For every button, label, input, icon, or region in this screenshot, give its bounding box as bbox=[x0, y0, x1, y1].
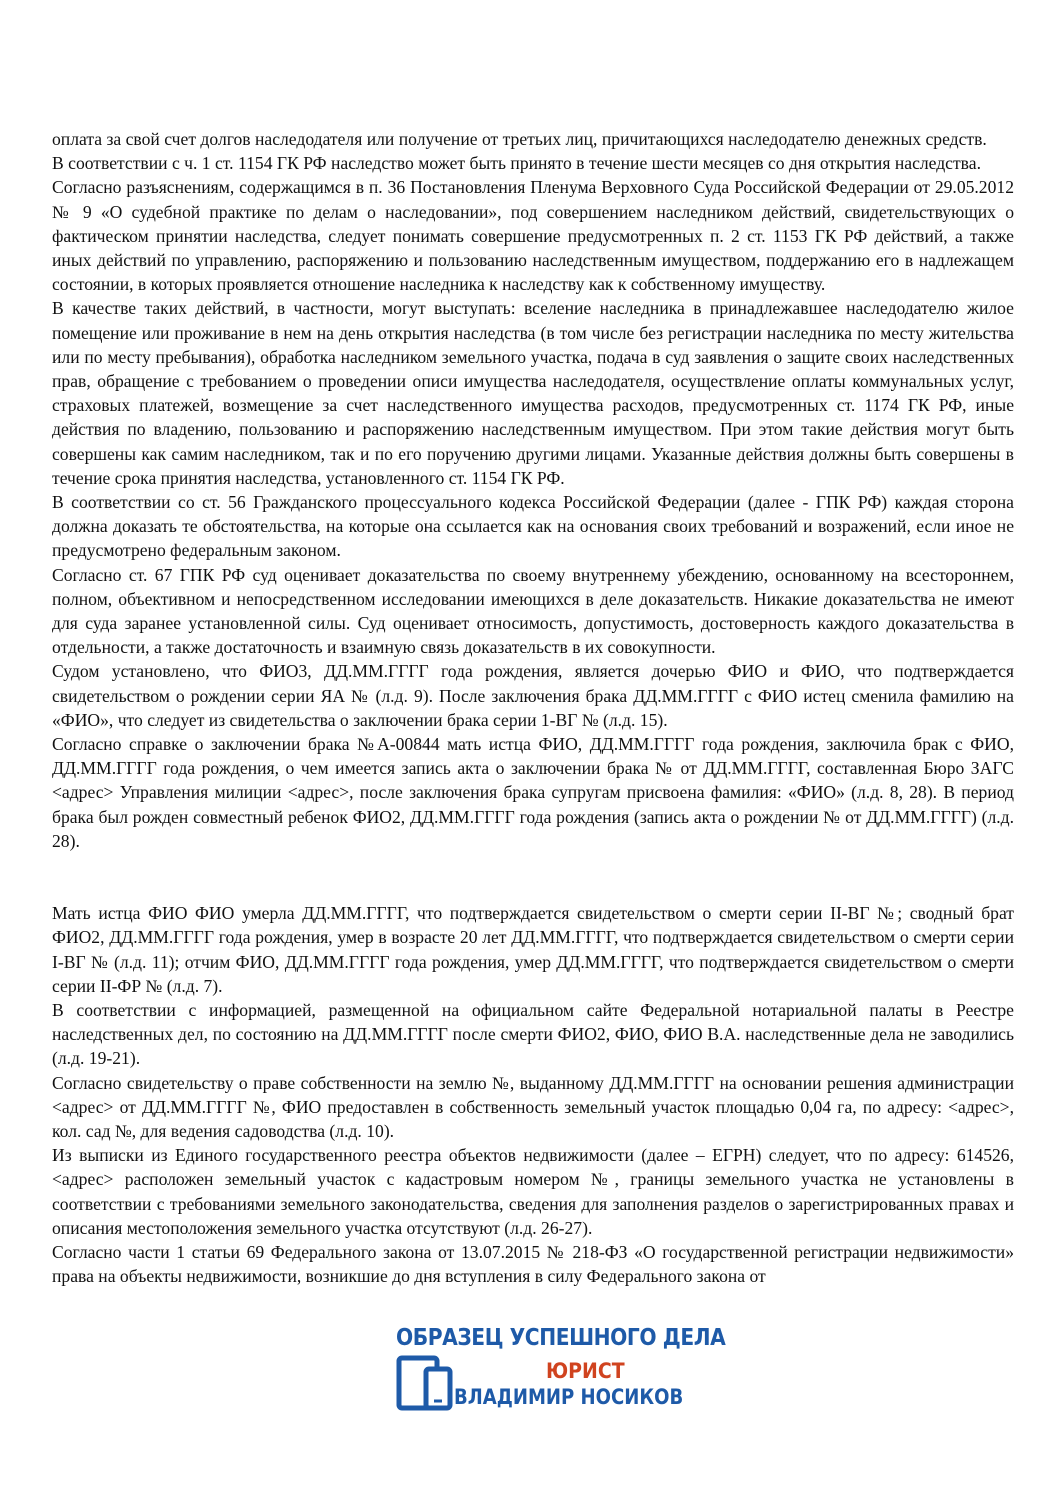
paragraph: В соответствии с ч. 1 ст. 1154 ГК РФ наследство может быть принято в течение шести месяцев со дня открытия наследства. bbox=[52, 153, 981, 174]
paragraph: оплата за свой счет долгов наследодателя или получение от третьих лиц, причитающихся наследодателю денежных средств. bbox=[52, 129, 987, 149]
paragraph: Мать истца ФИО ФИО умерла ДД.ММ.ГГГГ, что подтверждается свидетельством о смерти серии II-ВГ №; сводный брат ФИО2, ДД.ММ.ГГГГ года рождения, умер в возрасте 20 лет ДД.ММ.ГГГГ, что подтверждается свидетельством о смерти серии I-ВГ № (л.д. 11); отчим ФИО, ДД.ММ.ГГГГ года рождения, умер ДД.ММ.ГГГГ, что подтверждается свидетельством о смерти серии II-ФР № (л.д. 7). bbox=[52, 903, 1014, 996]
paragraph: Согласно справке о заключении брака №А-00844 мать истца ФИО, ДД.ММ.ГГГГ года рождения, заключила брак с ФИО, ДД.ММ.ГГГГ года рождения, о чем имеется запись акта о заключении брака № от ДД.ММ.ГГГГ, составленная Бюро ЗАГС <адрес> Управления милиции <адрес>, после заключения брака супругам присвоена фамилия: «ФИО» (л.д. 8, 28). В период брака был рожден совместный ребенок ФИО2, ДД.ММ.ГГГГ года рождения (запись акта о рождении № от ДД.ММ.ГГГГ) (л.д. 28). bbox=[52, 734, 1014, 851]
logo-subtitle: ЮРИСТ bbox=[546, 1359, 625, 1383]
paragraph: Из выписки из Единого государственного реестра объектов недвижимости (далее – ЕГРН) следует, что по адресу: 614526, <адрес> расположен земельный участок с кадастровым номером №, границы земельного участка не установлены в соответствии с требованиями земельного законодательства, сведения для заполнения разделов о зарегистрированных правах и описания местоположения земельного участка отсутствуют (л.д. 26-27). bbox=[52, 1145, 1014, 1238]
paragraph-gap bbox=[52, 853, 1014, 901]
paragraph: Согласно разъяснениям, содержащимся в п. 36 Постановления Пленума Верховного Суда Российской Федерации от 29.05.2012 № 9 «О судебной практике по делам о наследовании», под совершением наследником действий, свидетельствующих о фактическом принятии наследства, следует понимать совершение предусмотренных п. 2 ст. 1153 ГК РФ действий, а также иных действий по управлению, распоряжению и пользованию наследственным имуществом, поддержанию его в надлежащем состоянии, в которых проявляется отношение наследника к наследству как к собственному имуществу. bbox=[52, 177, 1014, 295]
paragraph: Судом установлено, что ФИО3, ДД.ММ.ГГГГ года рождения, является дочерью ФИО и ФИО, что подтверждается свидетельством о рождении серии ЯА № (л.д. 9). После заключения брака ДД.ММ.ГГГГ с ФИО истец сменила фамилию на «ФИО», что следует из свидетельства о заключении брака серии 1-ВГ № (л.д. 15). bbox=[52, 661, 1014, 730]
logo-name: ВЛАДИМИР НОСИКОВ bbox=[454, 1385, 684, 1409]
devices-icon bbox=[396, 1355, 458, 1411]
paragraph: Согласно ст. 67 ГПК РФ суд оценивает доказательства по своему внутреннему убеждению, основанному на всестороннем, полном, объективном и непосредственном исследовании имеющихся в деле доказательств. Никакие доказательства не имеют для суда заранее установленной силы. Суд оценивает относимость, допустимость, достоверность каждого доказательства в отдельности, а также достаточность и взаимную связь доказательств в их совокупности. bbox=[52, 564, 1014, 658]
paragraph: В качестве таких действий, в частности, могут выступать: вселение наследника в принадлежавшее наследодателю жилое помещение или проживание в нем на день открытия наследства (в том числе без регистрации наследника по месту жительства или по месту пребывания), обработка наследником земельного участка, подача в суд заявления о защите своих наследственных прав, обращение с требованием о проведении описи имущества наследодателя, осуществление оплаты коммунальных услуг, страховых платежей, возмещение за счет наследственного имущества расходов, предусмотренных ст. 1174 ГК РФ, иные действия по владению, пользованию и распоряжению наследственным имуществом. При этом такие действия могут быть совершены как самим наследником, так и по его поручению другими лицами. Указанные действия должны быть совершены в течение срока принятия наследства, установленного ст. 1154 ГК РФ. bbox=[52, 298, 1014, 488]
document-body bbox=[52, 127, 1014, 1288]
paragraph: Согласно части 1 статьи 69 Федерального закона от 13.07.2015 № 218-ФЗ «О государственной регистрации недвижимости» права на объекты недвижимости, возникшие до дня вступления в силу Федерального закона от bbox=[52, 1241, 1014, 1287]
paragraph: В соответствии с информацией, размещенной на официальном сайте Федеральной нотариальной палаты в Реестре наследственных дел, по состоянию на ДД.ММ.ГГГГ после смерти ФИО2, ФИО, ФИО В.А. наследственные дела не заводились (л.д. 19-21). bbox=[52, 999, 1014, 1069]
logo-title: ОБРАЗЕЦ УСПЕШНОГО ДЕЛА bbox=[396, 1325, 726, 1351]
paragraph: Согласно свидетельству о праве собственности на землю №, выданному ДД.ММ.ГГГГ на основании решения администрации <адрес> от ДД.ММ.ГГГГ №, ФИО предоставлен в собственность земельный участок площадью 0,04 га, по адресу: <адрес>, кол. сад №, для ведения садоводства (л.д. 10). bbox=[52, 1072, 1014, 1141]
paragraph: В соответствии со ст. 56 Гражданского процессуального кодекса Российской Федерации (далее - ГПК РФ) каждая сторона должна доказать те обстоятельства, на которые она ссылается как на основания своих требований и возражений, если иное не предусмотрено федеральным законом. bbox=[52, 492, 1014, 561]
watermark-logo bbox=[396, 1325, 726, 1415]
